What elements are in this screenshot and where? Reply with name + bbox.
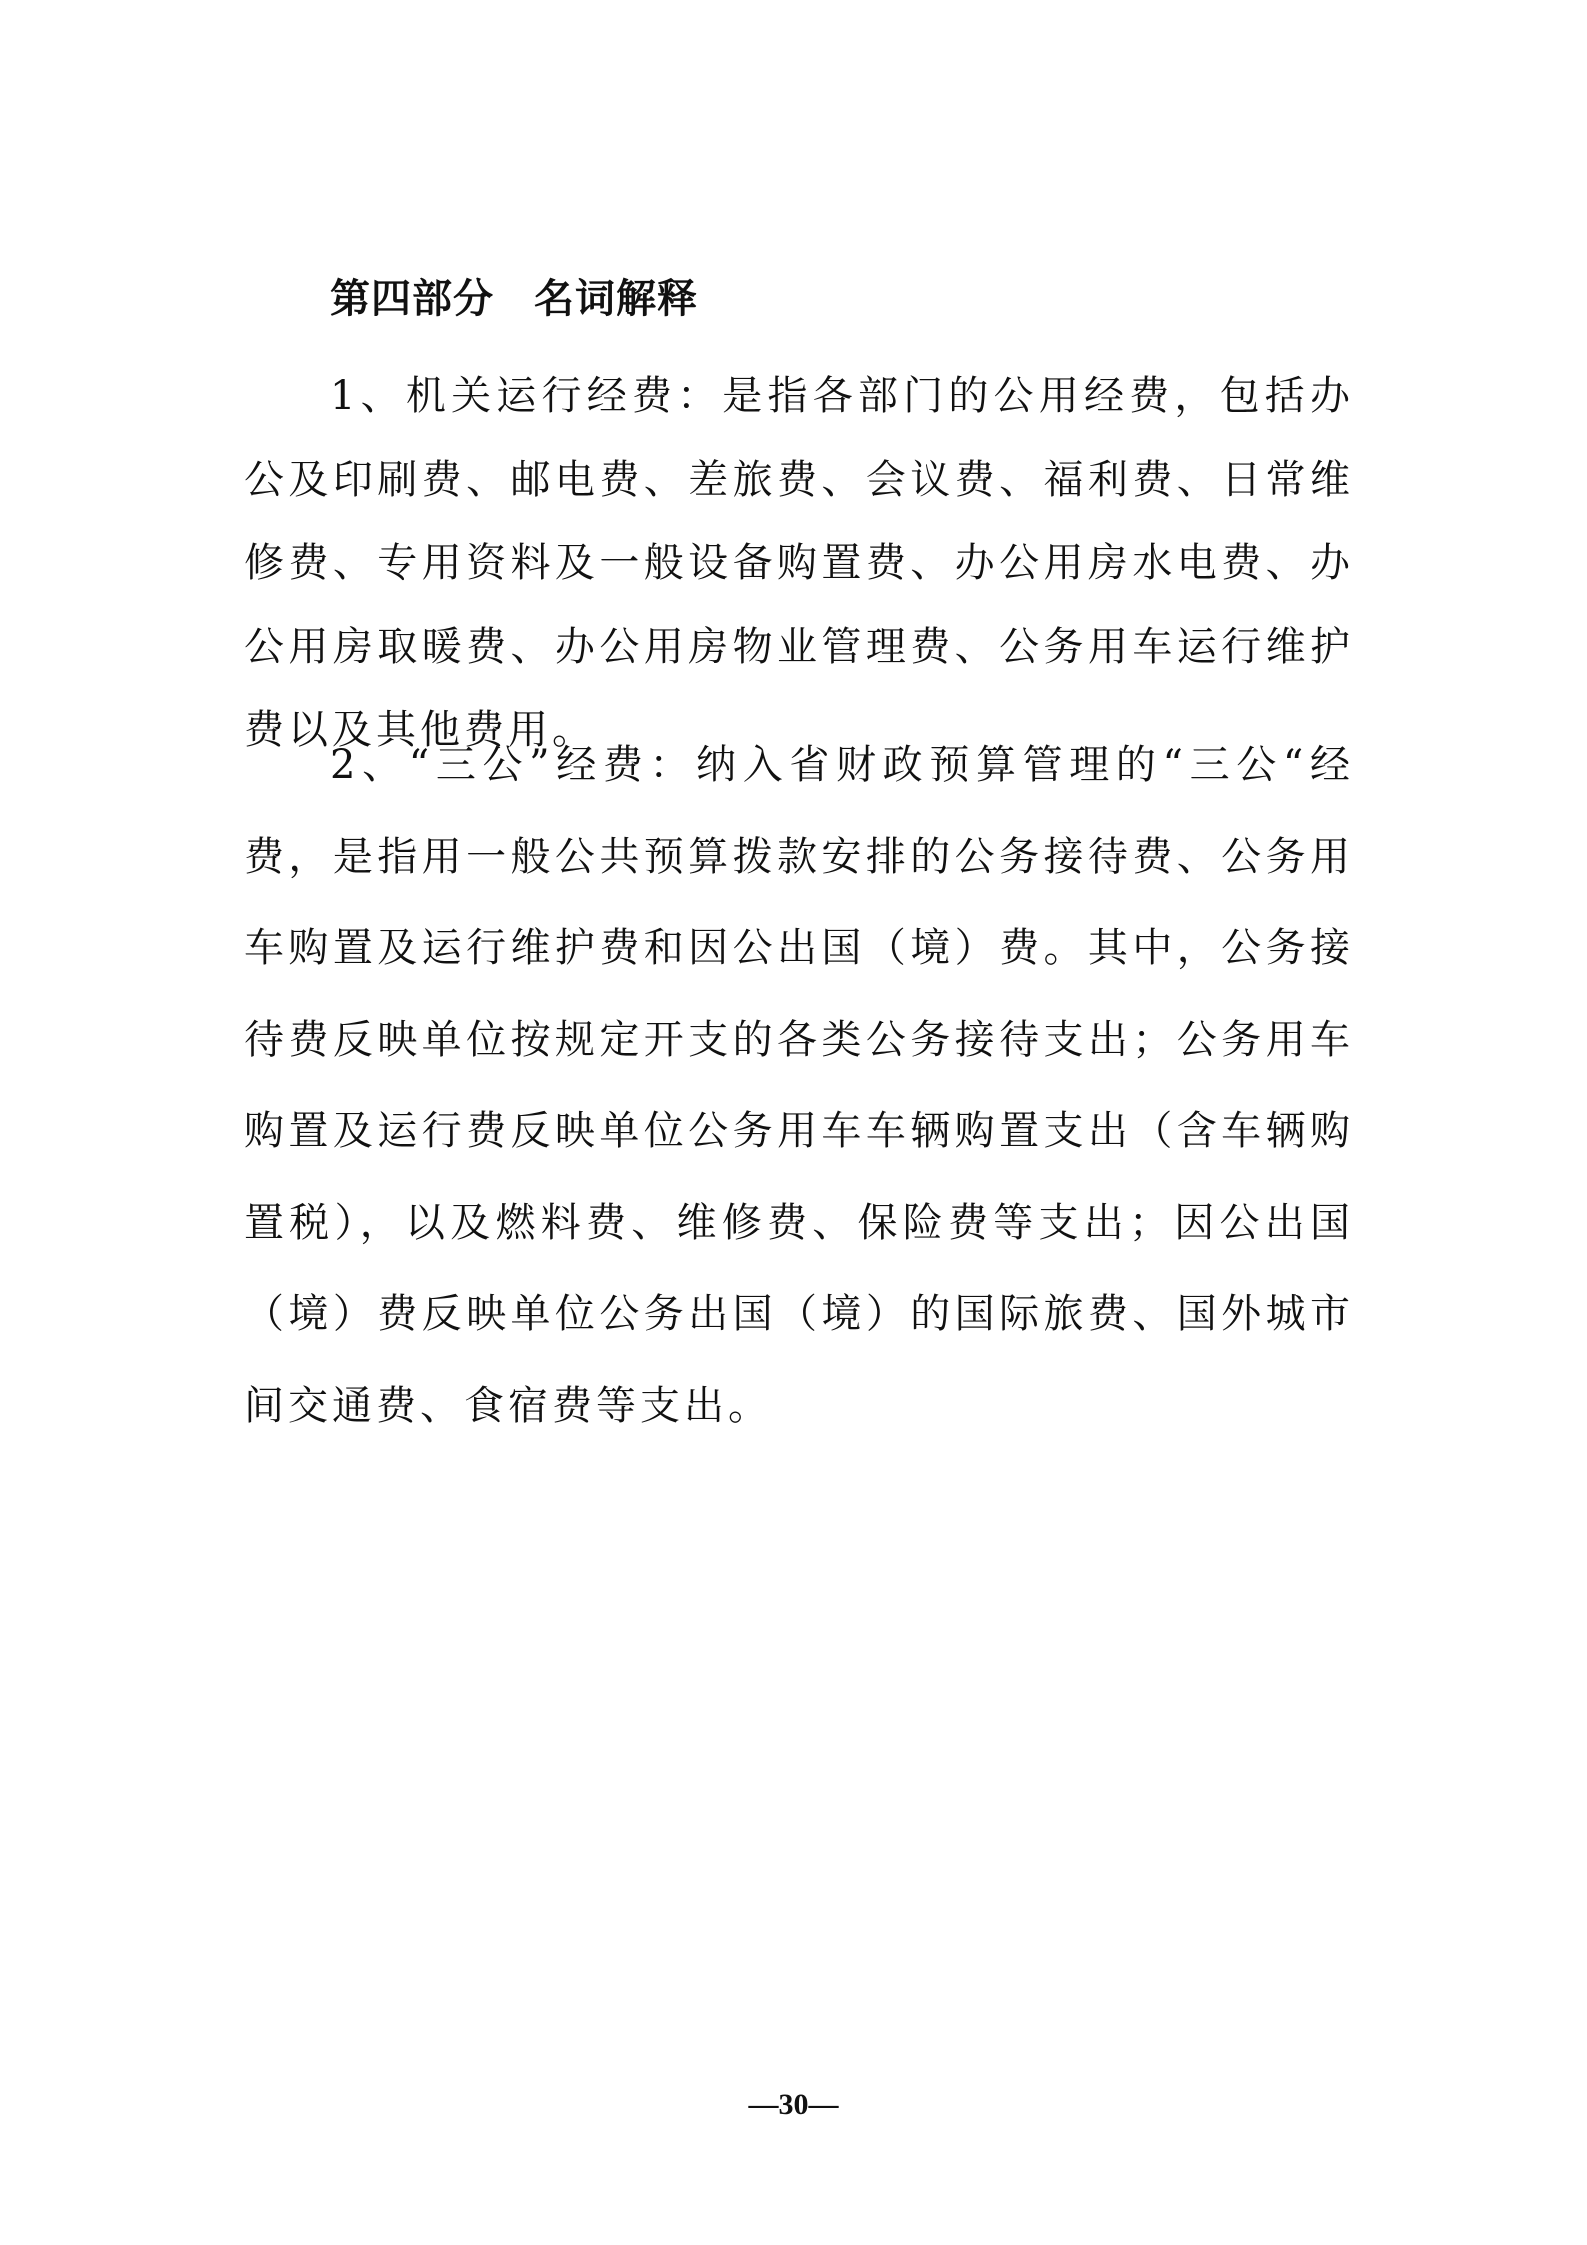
section-part-label: 第四部分 <box>330 276 494 322</box>
section-title: 名词解释 <box>534 276 698 322</box>
definition-paragraph-operating-funds: 1、机关运行经费：是指各部门的公用经费，包括办公及印刷费、邮电费、差旅费、会议费、福利费、日常维修费、专用资料及一般设备购置费、办公用房水电费、办公用房取暖费、办公用房物业管理费、公务用车运行维护费以及其他费用。 <box>244 373 1354 753</box>
page-number: —30— <box>748 2088 839 2121</box>
definition-paragraph-three-public-funds: 2、“三公”经费：纳入省财政预算管理的“三公“经费，是指用一般公共预算拨款安排的公务接待费、公务用车购置及运行维护费和因公出国（境）费。其中，公务接待费反映单位按规定开支的各类公务接待支出；公务用车购置及运行费反映单位公务用车车辆购置支出（含车辆购置税），以及燃料费、维修费、保险费等支出；因公出国（境）费反映单位公务出国（境）的国际旅费、国外城市间交通费、食宿费等支出。 <box>244 742 1354 1429</box>
section-heading <box>330 268 698 330</box>
